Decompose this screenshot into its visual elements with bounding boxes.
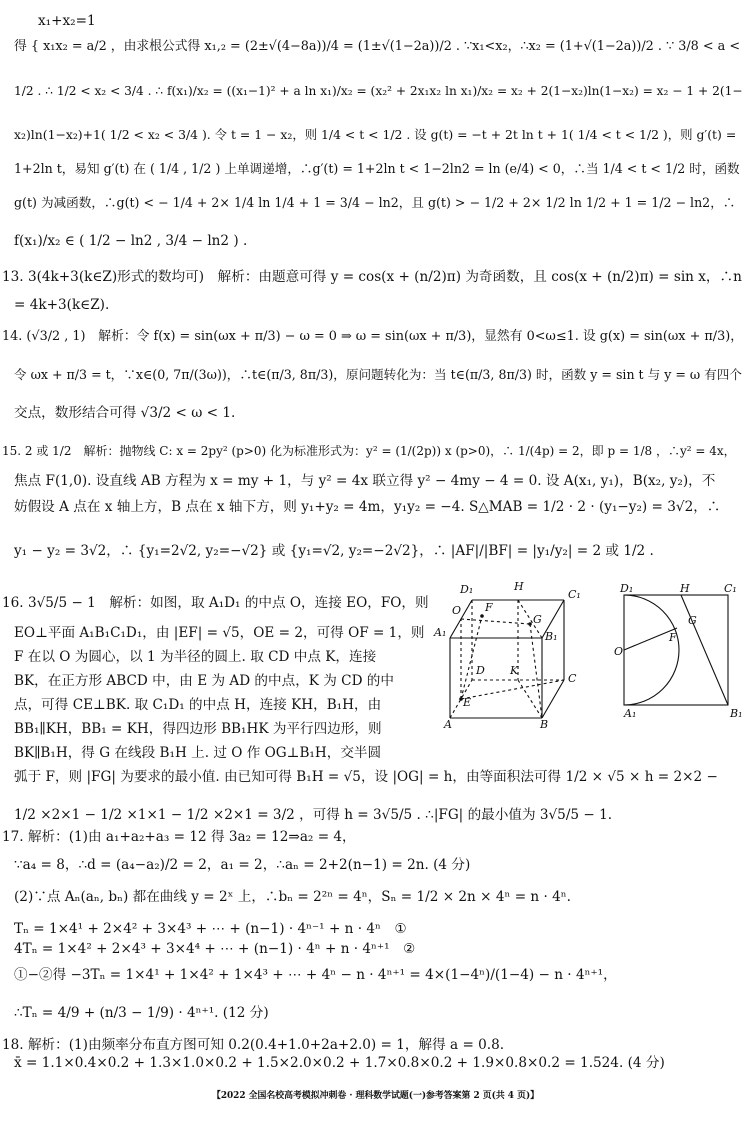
square-vertex-label: G <box>688 614 697 627</box>
answer-line: x̄ = 1.1×0.4×0.2 + 1.3×1.0×0.2 + 1.5×2.0×0.2 + 1.7×0.8×0.2 + 1.9×0.8×0.2 = 1.524. (4 分) <box>14 1055 665 1071</box>
answer-line: ∴Tₙ = 4/9 + (n/3 − 1/9) · 4ⁿ⁺¹. (12 分) <box>14 1005 269 1021</box>
square-vertex-label: F <box>669 631 677 644</box>
answer-line: 点，可得 CE⊥BK. 取 C₁D₁ 的中点 H，连接 KH，B₁H，由 <box>14 697 382 713</box>
cube-vertex-label: D₁ <box>460 583 474 596</box>
answer-line: ∵a₄ = 8，∴d = (a₄−a₂)/2 = 2，a₁ = 2，∴aₙ = 2+2(n−1) = 2n. (4 分) <box>14 857 471 873</box>
cube-vertex-label: A <box>444 718 452 728</box>
answer-line: 14. (√3/2 , 1) 解析：令 f(x) = sin(ωx + π/3) − ω = 0 ⇒ ω = sin(ωx + π/3)，显然有 0<ω≤1. 设 g(x) = sin(ωx + π/3)， <box>2 329 744 344</box>
cube-vertex-label: C <box>568 672 577 685</box>
answer-line: 妨假设 A 点在 x 轴上方，B 点在 x 轴下方，则 y₁+y₂ = 4m，y₁y₂ = −4. S△MAB = 1/2 · 2 · (y₁−y₂) = 3√2，∴ <box>14 499 721 515</box>
cube-vertex-label: F <box>485 601 493 614</box>
square-vertex-label: C₁ <box>724 583 737 595</box>
cube-vertex-label: H <box>514 580 524 593</box>
answer-line: 1/2 ×2×1 − 1/2 ×1×1 − 1/2 ×2×1 = 3/2 ，可得 h = 3√5/5 . ∴|FG| 的最小值为 3√5/5 − 1. <box>14 807 613 823</box>
cube-vertex-label: B <box>540 718 549 728</box>
answer-line: 15. 2 或 1/2 解析：抛物线 C: x = 2py² (p>0) 化为标准形式为：y² = (1/(2p)) x (p>0)，∴ 1/(4p) = 2，即 p = 1/8 ，∴y² = 4x， <box>2 444 736 458</box>
square-figure <box>614 583 744 718</box>
answer-line: 1+2ln t，易知 g′(t) 在 ( 1/4 , 1/2 ) 上单调递增，∴g′(t) = 1+2ln t < 1−2ln2 = ln (e/4) < 0，∴当 1/4 < t < 1/2 时，函数 <box>14 161 740 176</box>
cube-vertex-label: D <box>476 664 485 677</box>
answer-line: 18. 解析：(1)由频率分布直方图可知 0.2(0.4+1.0+2a+2.0) = 1，解得 a = 0.8. <box>2 1037 505 1053</box>
answer-line: 焦点 F(1,0). 设直线 AB 方程为 x = my + 1，与 y² = 4x 联立得 y² − 4my − 4 = 0. 设 A(x₁, y₁)，B(x₂, y₂)，不 <box>14 473 716 489</box>
answer-line: 1/2 . ∴ 1/2 < x₂ < 3/4 . ∴ f(x₁)/x₂ = ((x₁−1)² + a ln x₁)/x₂ = (x₂² + 2x₁x₂ ln x₁)/x₂ = x₂ + 2(1−x₂)ln(1−x₂) = x₂ − 1 + 2(1− <box>14 84 743 98</box>
answer-line: y₁ − y₂ = 3√2，∴ {y₁=2√2, y₂=−√2} 或 {y₁=√2, y₂=−2√2}，∴ |AF|/|BF| = |y₁/y₂| = 2 或 1/2 . <box>14 543 654 559</box>
answer-line: F 在以 O 为圆心，以 1 为半径的圆上. 取 CD 中点 K，连接 <box>14 649 377 665</box>
answer-line: 令 ωx + π/3 = t，∵x∈(0, 7π/(3ω))，∴t∈(π/3, 8π/3)，原问题转化为：当 t∈(π/3, 8π/3) 时，函数 y = sin t 与 y = ω 有四个 <box>14 367 742 382</box>
answer-line: x₂)ln(1−x₂)+1( 1/2 < x₂ < 3/4 ). 令 t = 1 − x₂，则 1/4 < t < 1/2 . 设 g(t) = −t + 2t ln t + 1( 1/4 < t < 1/2 )，则 g′(t) = <box>14 127 737 142</box>
answer-line: EO⊥平面 A₁B₁C₁D₁，由 |EF| = √5，OE = 2，可得 OF = 1，则 <box>14 625 425 641</box>
answer-line: 13. 3(4k+3(k∈Z)形式的数均可) 解析：由题意可得 y = cos(x + (n/2)π) 为奇函数，且 cos(x + (n/2)π) = sin x，∴n <box>2 269 742 285</box>
answer-line: 交点，数形结合可得 √3/2 < ω < 1. <box>14 405 236 421</box>
answer-line: = 4k+3(k∈Z). <box>14 297 110 313</box>
answer-line: ①−②得 −3Tₙ = 1×4¹ + 1×4² + 1×4³ + ⋯ + 4ⁿ − n · 4ⁿ⁺¹ = 4×(1−4ⁿ)/(1−4) − n · 4ⁿ⁺¹， <box>14 967 617 983</box>
cube-vertex-label: A₁ <box>434 626 447 639</box>
answer-line: (2)∵点 Aₙ(aₙ, bₙ) 都在曲线 y = 2ˣ 上，∴bₙ = 2²ⁿ = 4ⁿ，Sₙ = 1/2 × 2n × 4ⁿ = n · 4ⁿ. <box>14 889 571 905</box>
cube-vertex-label: E <box>463 696 472 709</box>
cube-vertex-label: C₁ <box>568 588 581 601</box>
answer-line: BK∥B₁H，得 G 在线段 B₁H 上. 过 O 作 OG⊥B₁H，交半圆 <box>14 745 382 761</box>
square-vertex-label: H <box>680 583 690 595</box>
cube-vertex-label: K <box>510 664 519 677</box>
answer-line: 4Tₙ = 1×4² + 2×4³ + 3×4⁴ + ⋯ + (n−1) · 4ⁿ + n · 4ⁿ⁺¹ ② <box>14 941 416 957</box>
square-vertex-label: A₁ <box>624 707 637 718</box>
cube-vertex-label: G <box>533 613 542 626</box>
cube-vertex-label: B₁ <box>545 630 558 643</box>
answer-line: BK，在正方形 ABCD 中，由 E 为 AD 的中点，K 为 CD 的中 <box>14 673 394 689</box>
square-vertex-label: D₁ <box>620 583 634 595</box>
page-footer: 【2022 全国名校高考模拟冲刺卷 · 理科数学试题(一)参考答案第 2 页(共 4 页)】 <box>211 1091 540 1101</box>
answer-line: 17. 解析：(1)由 a₁+a₂+a₃ = 12 得 3a₂ = 12⇒a₂ = 4， <box>2 829 356 845</box>
square-vertex-label: O <box>614 645 624 658</box>
answer-line: g(t) 为减函数，∴g(t) < − 1/4 + 2× 1/4 ln 1/4 + 1 = 3/4 − ln2，且 g(t) > − 1/2 + 2× 1/2 ln 1/2 + 1 = 1/2 − ln2，∴ <box>14 195 736 210</box>
answer-line: BB₁∥KH，BB₁ = KH，得四边形 BB₁HK 为平行四边形，则 <box>14 721 382 737</box>
answer-line: 16. 3√5/5 − 1 解析：如图，取 A₁D₁ 的中点 O，连接 EO，FO，则 <box>2 595 429 611</box>
answer-line: f(x₁)/x₂ ∈ ( 1/2 − ln2 , 3/4 − ln2 ) . <box>14 233 248 249</box>
answer-line: Tₙ = 1×4¹ + 2×4² + 3×4³ + ⋯ + (n−1) · 4ⁿ⁻¹ + n · 4ⁿ ① <box>14 921 407 937</box>
answer-line: 弧于 F，则 |FG| 为要求的最小值. 由已知可得 B₁H = √5，设 |OG| = h，由等面积法可得 1/2 × √5 × h = 2×2 − <box>14 769 718 785</box>
square-vertex-label: B₁ <box>730 707 743 718</box>
answer-line: 得 { x₁x₂ = a/2 ，由求根公式得 x₁,₂ = (2±√(4−8a))/4 = (1±√(1−2a))/2 . ∵x₁<x₂，∴x₂ = (1+√(1−2a))/2 . ∵ 3/8 < a < <box>14 39 741 54</box>
cube-figure <box>430 578 600 728</box>
answer-line: x₁+x₂=1 <box>38 13 96 29</box>
cube-vertex-label: O <box>452 604 462 617</box>
